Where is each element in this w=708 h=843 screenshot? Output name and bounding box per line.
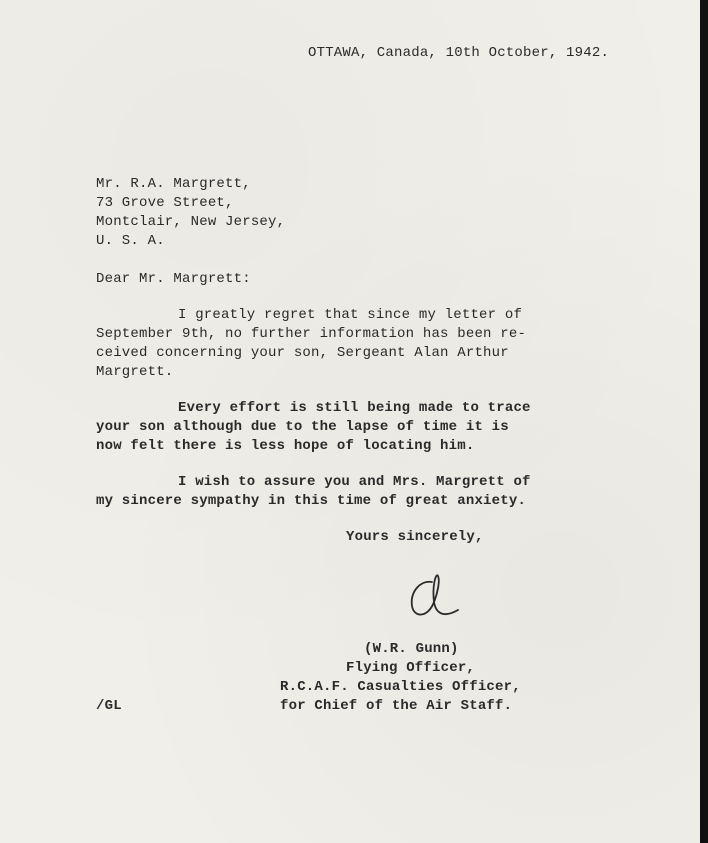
body-line: my sincere sympathy in this time of great anxiety.: [96, 493, 527, 509]
signatory-office: for Chief of the Air Staff.: [280, 698, 513, 714]
address-line: Mr. R.A. Margrett,: [96, 176, 251, 192]
address-line: Montclair, New Jersey,: [96, 214, 286, 230]
body-line: your son although due to the lapse of time it is: [96, 419, 509, 435]
signatory-rank: Flying Officer,: [346, 660, 476, 676]
body-line: now felt there is less hope of locating him.: [96, 438, 475, 454]
reference-initials: /GL: [96, 698, 122, 714]
body-line: ceived concerning your son, Sergeant Alan Arthur: [96, 345, 509, 361]
page-edge: [700, 0, 708, 843]
signatory-name: (W.R. Gunn): [364, 641, 459, 657]
closing: Yours sincerely,: [346, 529, 484, 545]
body-line: September 9th, no further information has been re-: [96, 326, 527, 342]
dateline: OTTAWA, Canada, 10th October, 1942.: [308, 45, 610, 61]
salutation: Dear Mr. Margrett:: [96, 271, 251, 287]
signatory-title: R.C.A.F. Casualties Officer,: [280, 679, 521, 695]
handwritten-signature: [402, 572, 462, 624]
address-line: 73 Grove Street,: [96, 195, 234, 211]
body-line: I wish to assure you and Mrs. Margrett of: [178, 474, 531, 490]
body-line: Every effort is still being made to trace: [178, 400, 531, 416]
body-line: I greatly regret that since my letter of: [178, 307, 523, 323]
address-line: U. S. A.: [96, 233, 165, 249]
body-line: Margrett.: [96, 364, 174, 380]
